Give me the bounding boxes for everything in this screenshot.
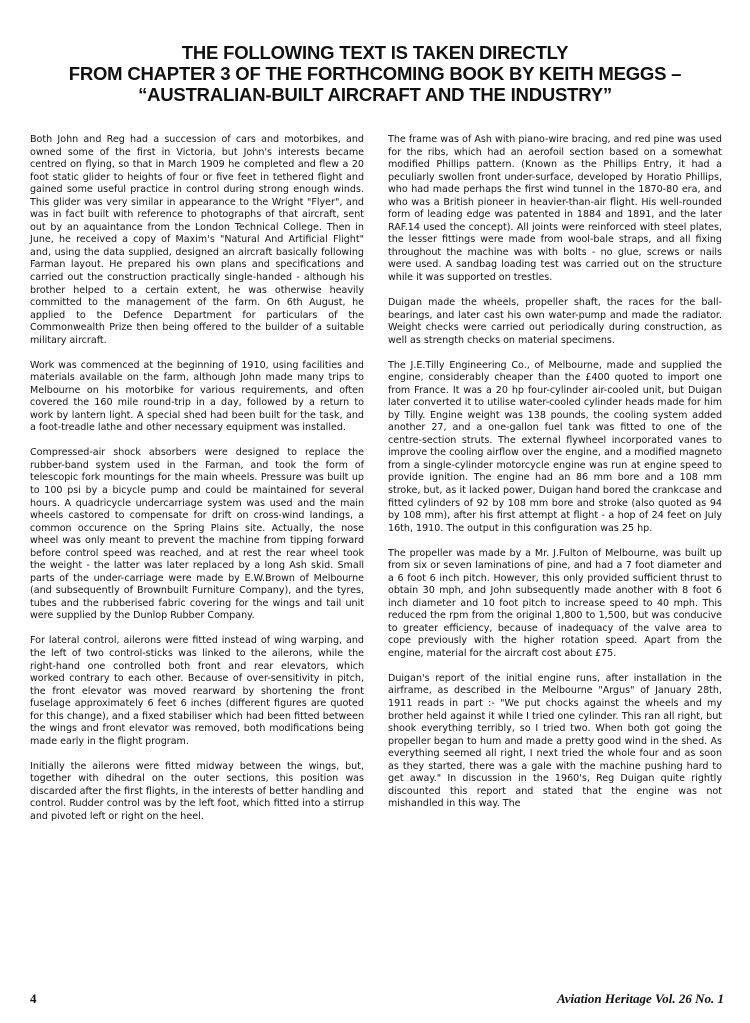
- right-text-column: [388, 134, 722, 823]
- publication-footer: Aviation Heritage Vol. 26 No. 1: [557, 991, 724, 1006]
- paragraph: For lateral control, ailerons were fitted instead of wing warping, and the left of two control-sticks was linked to the ailerons, while the right-hand one controlled both front and rear elevators, which worked contrary to each other. Because of over-sensitivity in pitch, the front elevator was moved rearward by shortening the front fuselage approximately 6 feet 6 inches (different figures are quoted for this change), and a fixed stabiliser which had been fitted between the wings and front elevator was removed, both modifications being made early in the flight program.: [30, 635, 364, 747]
- paragraph: Compressed-air shock absorbers were designed to replace the rubber-band system used in the Farman, and took the form of telescopic fork mountings for the main wheels. Pressure was built up to 100 psi by a bicycle pump and could be maintained for several hours. A quadricycle undercarriage system was used and the main wheels castored to compensate for drift on cross-wind landings, a common occurence on the Spring Plains site. Actually, the nose wheel was only meant to prevent the machine from tipping forward before control speed was reached, and at rest the rear wheel took the weight - the latter was later replaced by a long Ash skid. Small parts of the under-carriage were made by E.W.Brown of Melbourne (and subsequently of Brownbuilt Furniture Company), and the tyres, tubes and the rubberised fabric covering for the wings and tail unit were supplied by the Dunlop Rubber Company.: [30, 447, 364, 622]
- left-text-column: [30, 134, 364, 836]
- page-number: 4: [30, 991, 37, 1006]
- paragraph: The propeller was made by a Mr. J.Fulton of Melbourne, was built up from six or seven laminations of pine, and had a 7 foot diameter and a 6 foot 6 inch pitch. However, this only provided sufficient thrust to obtain 30 mph, and John subsequently made another with 8 foot 6 inch diameter and 10 foot pitch to increase speed to 40 mph. This reduced the rpm from the original 1,800 to 1,500, but was conducive to greater efficiency, because of inadequacy of the valve area to cope previously with the higher rotation speed. Apart from the engine, material for the aircraft cost about £75.: [388, 547, 722, 659]
- headline-line-2: FROM CHAPTER 3 OF THE FORTHCOMING BOOK BY KEITH MEGGS –: [68, 63, 682, 84]
- paragraph: Duigan made the wheels, propeller shaft, the races for the ball-bearings, and later cast his own water-pump and made the radiator. Weight checks were carried out periodically during construction, as well as strength checks on material specimens.: [388, 296, 722, 346]
- paragraph: Both John and Reg had a succession of cars and motorbikes, and owned some of the first in Victoria, but John's interests became centred on flying, so that in March 1909 he completed and flew a 20 foot static glider to heights of four or five feet in tethered flight and gained some useful practice in control during strong enough winds. This glider was very similar in appearance to the Wright "Flyer", and was in fact built with reference to photographs of that aircraft, sent out by an aquaintance from the London Technical College. Then in June, he received a copy of Maxim's "Natural And Artificial Flight" and, using the data supplied, designed an aircraft basically following Farman layout. He prepared his own plans and specifications and carried out the construction practically single-handed - although his brother helped to a certain extent, he was otherwise heavily committed to the management of the farm. On 6th August, he applied to the Defence Department for particulars of the Commonwealth Prize then being offered to the builder of a suitable military aircraft.: [30, 134, 364, 346]
- article-headline: [40, 42, 710, 105]
- headline-line-1: THE FOLLOWING TEXT IS TAKEN DIRECTLY: [181, 42, 569, 63]
- paragraph: The frame was of Ash with piano-wire bracing, and red pine was used for the ribs, which had an aerofoil section based on a somewhat modified Phillips pattern. (Known as the Phillips Entry, it had a peculiarly swollen front under-surface, developed by Horatio Phillips, who had made perhaps the first wind tunnel in the 1870-80 era, and who was a British pioneer in heavier-than-air flight. His well-rounded form of leading edge was patented in 1884 and 1891, and the later RAF.14 used the concept). All joints were reinforced with steel plates, the lesser fittings were made from wool-bale straps, and all fixing throughout the machine was with bolts - no glue, screws or nails were used. A sandbag loading test was carried out on the structure while it was supported on trestles.: [388, 134, 722, 284]
- paragraph: The J.E.Tilly Engineering Co., of Melbourne, made and supplied the engine, considerably cheaper than the £400 quoted to import one from France. It was a 20 hp four-cylinder air-cooled unit, but Duigan later converted it to utilise water-cooled cylinder heads made for him by Tilly. Engine weight was 138 pounds, the cooling system added another 27, and a one-gallon fuel tank was fitted to one of the centre-section struts. The external flywheel incorporated vanes to improve the cooling airflow over the engine, and a modified magneto from a single-cylinder motorcycle engine was run at engine speed to provide ignition. The engine had an 86 mm bore and a 108 mm stroke, but, as it lacked power, Duigan hand bored the crankcase and fitted cylinders of 92 by 108 mm bore and stroke (also quoted as 94 by 108 mm), after his first attempt at flight - a hop of 24 feet on July 16th, 1910. The output in this configuration was 25 hp.: [388, 359, 722, 534]
- headline-line-3: “AUSTRALIAN-BUILT AIRCRAFT AND THE INDUSTRY”: [138, 84, 612, 105]
- paragraph: Duigan's report of the initial engine runs, after installation in the airframe, as described in the Melbourne "Argus" of January 28th, 1911 reads in part :- "We put chocks against the wheels and my brother held against it while I tried one cylinder. This ran all right, but shook everything terribly, so I tried two. When both got going the propeller began to hum and made a pretty good wind in the shed. As everything seemed all right, I next tried the whole four and as soon as they started, there was a gale with the machine pushing hard to get away." In discussion in the 1960's, Reg Duigan quite rightly discounted this report and stated that the engine was not mishandled in this way. The: [388, 672, 722, 810]
- paragraph: Work was commenced at the beginning of 1910, using facilities and materials available on the farm, although John made many trips to Melbourne on his motorbike for various requirements, and often covered the 160 mile round-trip in a day, followed by a return to work by lantern light. A special shed had been built for the task, and a foot-treadle lathe and other necessary equipment was installed.: [30, 359, 364, 434]
- paragraph: Initially the ailerons were fitted midway between the wings, but, together with dihedral on the outer sections, this position was discarded after the first flights, in the interests of better handling and control. Rudder control was by the left foot, which fitted into a stirrup and pivoted left or right on the heel.: [30, 760, 364, 822]
